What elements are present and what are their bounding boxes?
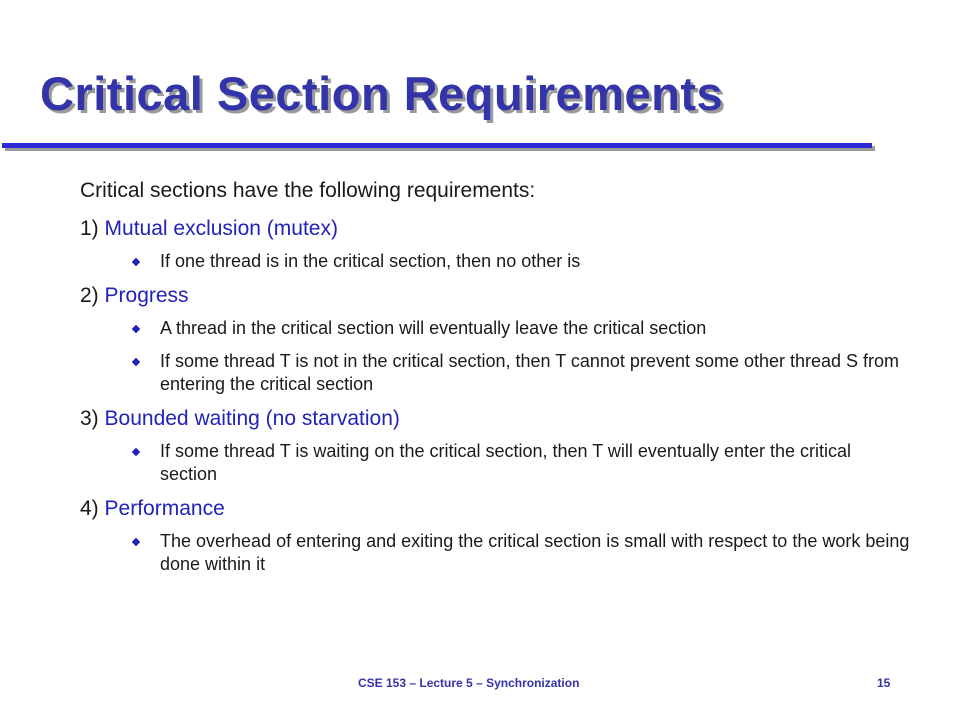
diamond-bullet-icon bbox=[132, 325, 140, 333]
footer-course-label: CSE 153 – Lecture 5 – Synchronization bbox=[358, 676, 580, 690]
requirement-details bbox=[80, 440, 910, 486]
requirement-heading bbox=[80, 216, 910, 242]
requirement-heading bbox=[80, 496, 910, 522]
sub-bullet-item bbox=[80, 317, 910, 340]
requirement-number: 2) bbox=[80, 284, 99, 307]
requirement-heading bbox=[80, 406, 910, 432]
requirement-number: 4) bbox=[80, 497, 99, 520]
intro-text: Critical sections have the following requirements: bbox=[80, 179, 536, 202]
requirement-number: 3) bbox=[80, 407, 99, 430]
requirement-label: Bounded waiting (no starvation) bbox=[104, 407, 400, 430]
diamond-bullet-icon bbox=[132, 358, 140, 366]
diamond-bullet-icon bbox=[132, 538, 140, 546]
requirement-label: Progress bbox=[104, 284, 189, 307]
sub-bullet-text: A thread in the critical section will eventually leave the critical section bbox=[160, 318, 707, 338]
sub-bullet-text: If some thread T is not in the critical section, then T cannot prevent some other thread S from entering the critical section bbox=[160, 351, 900, 394]
requirement-label: Mutual exclusion (mutex) bbox=[104, 217, 338, 240]
slide-title: Critical Section Requirements bbox=[40, 67, 724, 120]
requirement-label: Performance bbox=[104, 497, 225, 520]
sub-bullet-item bbox=[80, 350, 910, 396]
requirement-details bbox=[80, 250, 910, 273]
requirement-details bbox=[80, 317, 910, 396]
requirement-details bbox=[80, 530, 910, 576]
sub-bullet-item bbox=[80, 250, 910, 273]
diamond-bullet-icon bbox=[132, 448, 140, 456]
slide-body bbox=[80, 178, 910, 586]
sub-bullet-text: If one thread is in the critical section, then no other is bbox=[160, 251, 581, 271]
sub-bullet-item bbox=[80, 440, 910, 486]
requirement-number: 1) bbox=[80, 217, 99, 240]
diamond-bullet-icon bbox=[132, 258, 140, 266]
sub-bullet-item bbox=[80, 530, 910, 576]
page-number: 15 bbox=[877, 676, 891, 690]
sub-bullet-text: The overhead of entering and exiting the critical section is small with respect to the work being done within it bbox=[160, 531, 910, 574]
title-underline bbox=[2, 143, 872, 148]
requirement-heading bbox=[80, 283, 910, 309]
sub-bullet-text: If some thread T is waiting on the critical section, then T will eventually enter the critical section bbox=[160, 441, 852, 484]
